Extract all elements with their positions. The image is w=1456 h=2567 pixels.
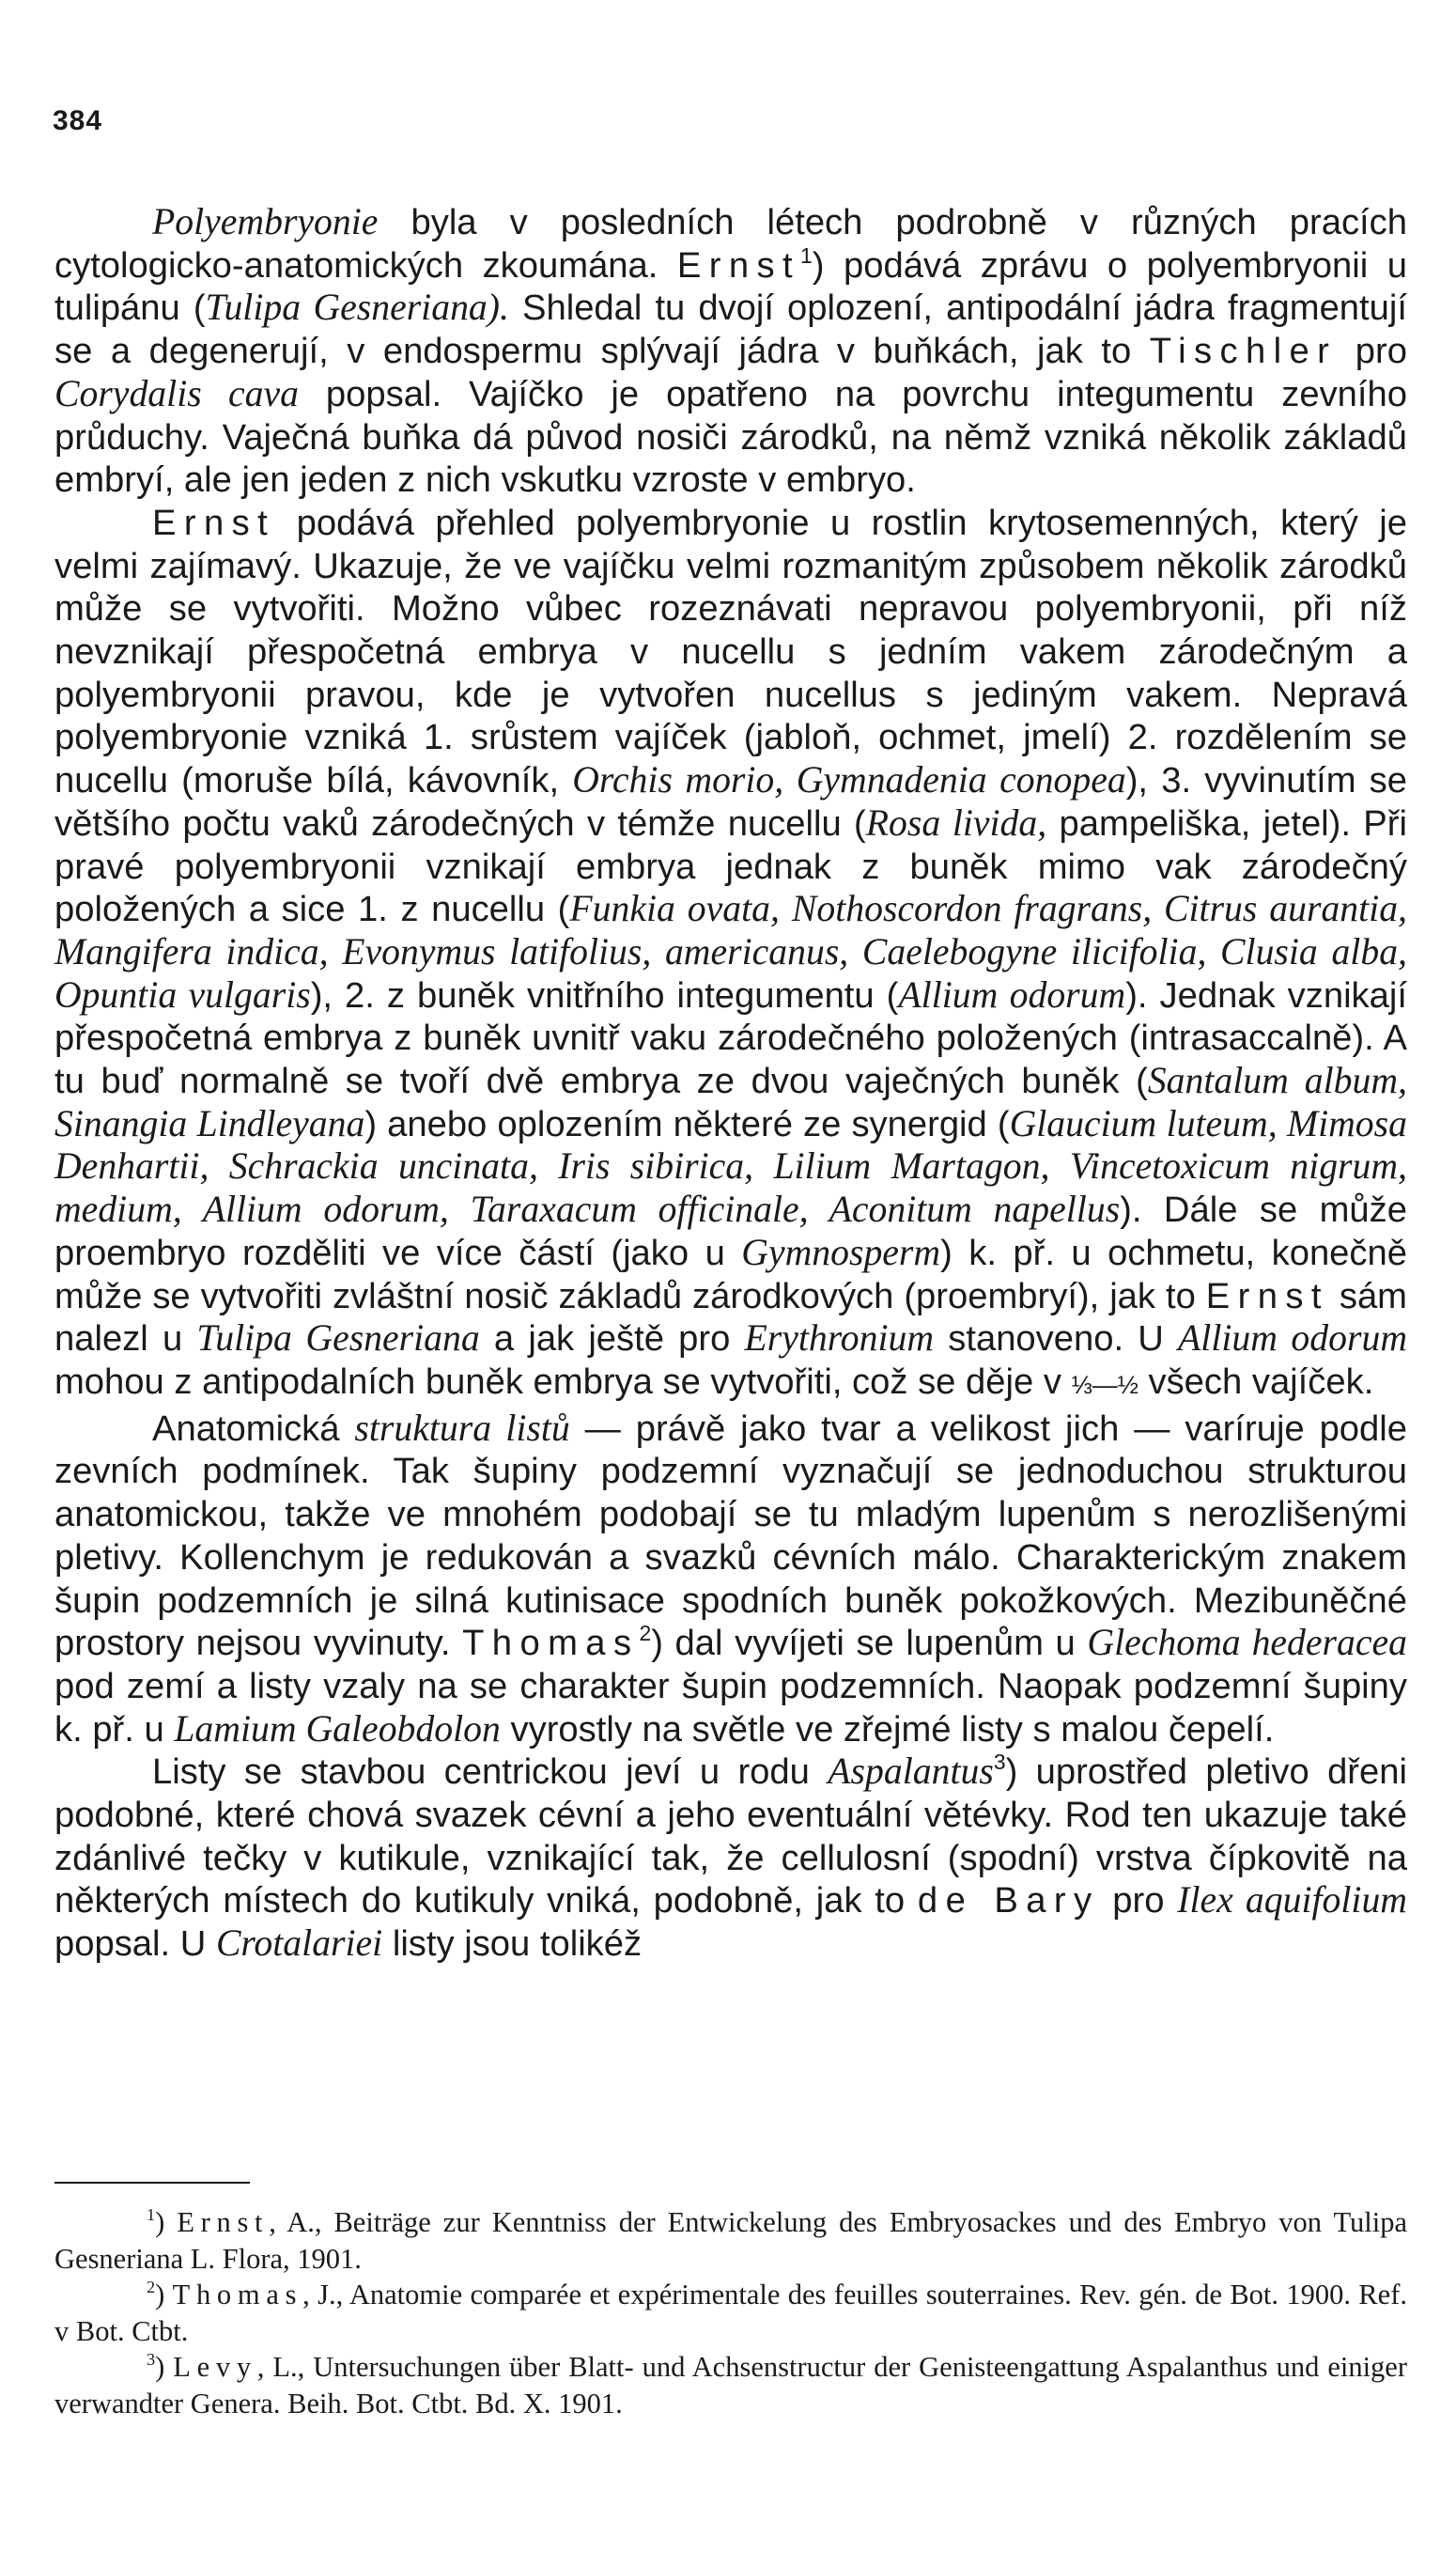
paragraph-leaf-structure (54, 1408, 1407, 1751)
author-name: de Bary (917, 1880, 1100, 1921)
text-run: Listy se stavbou centrickou jeví u rodu (152, 1751, 829, 1793)
paragraph-centric-leaves (54, 1750, 1407, 1966)
text-run: pampeliška, jetel). Při pravé polyembryonii vznikají embrya jednak z buněk mimo vak zárodečný položených a sice 1. z nucellu ( (54, 802, 1407, 930)
paragraph-ernst-overview (54, 502, 1407, 1408)
italic-term: Polyembryonie (152, 201, 379, 242)
footnote-ref: 2 (639, 1621, 652, 1646)
text-run: ) k. př. u ochmetu, konečně může se vytvořiti zvláštní nosič základů zárodkových (proembryí), jak to (54, 1232, 1407, 1316)
italic-term: Gymnosperm (741, 1231, 941, 1273)
text-run: pod zemí a listy vzaly na se charakter šupin podzemních. Naopak podzemní šupiny k. př. u (54, 1665, 1407, 1750)
text-run: ). Jednak vznikají přespočetná embrya z buněk uvnitř vaku zárodečného položených (intrasaccalně). A tu buď normalně se tvoří dvě embrya ze dvou vaječných buněk ( (54, 974, 1407, 1102)
italic-term: Corydalis cava (54, 372, 299, 414)
text-run: a jak ještě pro (479, 1318, 745, 1360)
italic-term: Orchis morio, Gymnadenia conopea (572, 759, 1126, 801)
footnote-author: Thomas (172, 2279, 303, 2310)
text-run: ), 3. vyvinutím se většího počtu vaků zárodečných v témže nucellu ( (54, 760, 1408, 844)
footnote-mark: 3 (147, 2350, 156, 2370)
italic-term: Allium odorum (898, 973, 1126, 1016)
italic-term: Funkia ovata, Nothoscordon fragrans, Citrus aurantia, Mangifera indica, Evonymus latifolius, americanus, Caelebogyne ilicifolia, Clusia alba, Opuntia vulgaris (54, 888, 1407, 1016)
text-run: vyrostly na světle ve zřejmé listy s malou čepelí. (500, 1708, 1275, 1750)
footnote-author: Levy (173, 2351, 257, 2383)
footnote-mark: 2 (147, 2278, 156, 2297)
italic-term: Erythronium (744, 1317, 935, 1360)
body-text (54, 201, 1407, 1966)
footnote-ref: 3 (993, 1750, 1006, 1775)
italic-term: Rosa livida, (865, 801, 1047, 844)
footnote-mark: 1 (147, 2205, 156, 2225)
text-run: pro (1099, 1880, 1178, 1921)
text-run: Shledal tu dvojí oplození, antipodální jádra fragmentují se a degenerují, v endospermu splývají jádra v buňkách, jak to (54, 288, 1407, 372)
footnote-text: , L., Untersuchungen über Blatt- und Achsenstructur der Genisteengattung Aspalanthus und einiger verwandter Genera. Beih. Bot. Ctbt. Bd. X. 1901. (54, 2351, 1407, 2419)
text-run: ) podává zprávu o polyembryonii u tulipánu ( (54, 244, 1407, 329)
footnote-text: , J., Anatomie comparée et expérimentale des feuilles souterraines. Rev. gén. de Bot. 1900. Ref. v Bot. Ctbt. (54, 2279, 1407, 2347)
italic-term: struktura listů (354, 1407, 570, 1449)
text-run: Anatomická (152, 1408, 355, 1449)
text-run: ). Dále se může proembryo rozděliti ve více částí (jako u (54, 1190, 1407, 1273)
italic-term: Ilex aquifolium (1177, 1879, 1407, 1921)
text-run: ) dal vyvíjeti se lupenům u (651, 1623, 1088, 1664)
italic-term: Tulipa Gesneriana (196, 1317, 480, 1360)
footnote-ref: 1 (800, 242, 813, 268)
footnote: $^1$) Ernst, A., Beiträge zur Kenntniss der Entwickelung des Embryosackes und des Embryo von Tulipa Gesneriana L. Flora, 1901. (54, 2205, 1407, 2275)
author-name: Thomas (462, 1623, 640, 1664)
italic-term: Allium odorum (1178, 1317, 1408, 1360)
author-name: Ernst (152, 502, 276, 543)
text-run: popsal. U (54, 1923, 216, 1965)
italic-term: Tulipa Gesneriana). (205, 287, 509, 329)
footnote-divider (54, 2182, 250, 2184)
footnotes (54, 2204, 1407, 2421)
page-number: 384 (53, 105, 103, 136)
author-name: Tischler (1149, 331, 1338, 372)
italic-term: Aspalantus (828, 1750, 994, 1793)
italic-term: Lamium Galeobdolon (174, 1707, 501, 1750)
paragraph-polyembryonie (54, 201, 1407, 502)
italic-term: Glaucium luteum, Mimosa Denhartii, Schrackia uncinata, Iris sibirica, Lilium Martagon, Vincetoxicum nigrum, medium, Allium odorum, Taraxacum officinale, Aconitum napellus (54, 1102, 1407, 1231)
text-run: — právě jako tvar a velikost jich — varíruje podle zevních podmínek. Tak šupiny podzemní vyznačují se jednoduchou strukturou anatomickou, takže ve mnohém podobají se tu mladým lupenům s nerozlišenými pletivy. Kollenchym je redukován a svazků cévních málo. Charakterickým znakem šupin podzemních je silná kutinisace spodních buněk pokožkových. Mezibuněčné prostory nejsou vyvinuty. (54, 1408, 1408, 1664)
fraction: ⅓—½ (1071, 1370, 1138, 1399)
author-name: Ernst (676, 244, 801, 286)
text-run: ) anebo oplozením některé ze synergid ( (364, 1103, 1010, 1144)
footnote-author: Ernst (177, 2206, 270, 2238)
text-run: listy jsou tolikéž (382, 1923, 643, 1965)
italic-term: Crotalariei (215, 1922, 383, 1965)
text-run: pro (1337, 331, 1407, 372)
text-run: sám nalezl u (54, 1275, 1407, 1360)
footnote: $^3$) Levy, L., Untersuchungen über Blatt- und Achsenstructur der Genisteengattung Aspalanthus und einiger verwandter Genera. Beih. Bot. Ctbt. Bd. X. 1901. (54, 2350, 1407, 2419)
text-run: stanoveno. U (934, 1318, 1179, 1360)
text-run: byla v posledních létech podrobně v různých pracích cytologicko-anatomických zkoumána. (54, 202, 1407, 286)
text-run: všech vajíček. (1138, 1361, 1374, 1402)
italic-term: Santalum album, Sinangia Lindleyana (54, 1060, 1407, 1144)
text-run: ), 2. z buněk vnitřního integumentu ( (310, 974, 899, 1016)
text-run: podává přehled polyembryonie u rostlin krytosemenných, který je velmi zajímavý. Ukazuje, že ve vajíčku velmi rozmanitým způsobem několik zárodků může se vytvořiti. Možno vůbec rozeznávati nepravou polyembryonii, při níž nevznikají přespočetná embrya v nucellu s jedním vakem zárodečným a polyembryonii pravou, kde je vytvořen nucellus s jediným vakem. Nepravá polyembryonie vzniká 1. srůstem vajíček (jabloň, ochmet, jmelí) 2. rozdělením se nucellu (moruše bílá, kávovník, (54, 502, 1407, 801)
text-run: ) uprostřed pletivo dřeni podobné, které chová svazek cévní a jeho eventuální větévky. Rod ten ukazuje také zdánlivé tečky v kutikule, vznikající tak, že cellulosní (spodní) vrstva čípkovitě na některých místech do kutikuly vniká, podobně, jak to (54, 1751, 1407, 1921)
footnote-text: , A., Beiträge zur Kenntniss der Entwickelung des Embryosackes und des Embryo von Tulipa Gesneriana L. Flora, 1901. (54, 2206, 1407, 2275)
footnote: $^2$) Thomas, J., Anatomie comparée et expérimentale des feuilles souterraines. Rev. gén. de Bot. 1900. Ref. v Bot. Ctbt. (54, 2278, 1407, 2347)
text-run: mohou z antipodalních buněk embrya se vytvořiti, což se děje v (54, 1361, 1072, 1402)
italic-term: Glechoma hederacea (1087, 1622, 1407, 1664)
author-name: Ernst (1205, 1275, 1329, 1316)
text-run: popsal. Vajíčko je opatřeno na povrchu integumentu zevního průduchy. Vaječná buňka dá původ nosiči zárodků, na němž vzniká několik základů embryí, ale jen jeden z nich vskutku vzroste v embryo. (54, 373, 1407, 501)
